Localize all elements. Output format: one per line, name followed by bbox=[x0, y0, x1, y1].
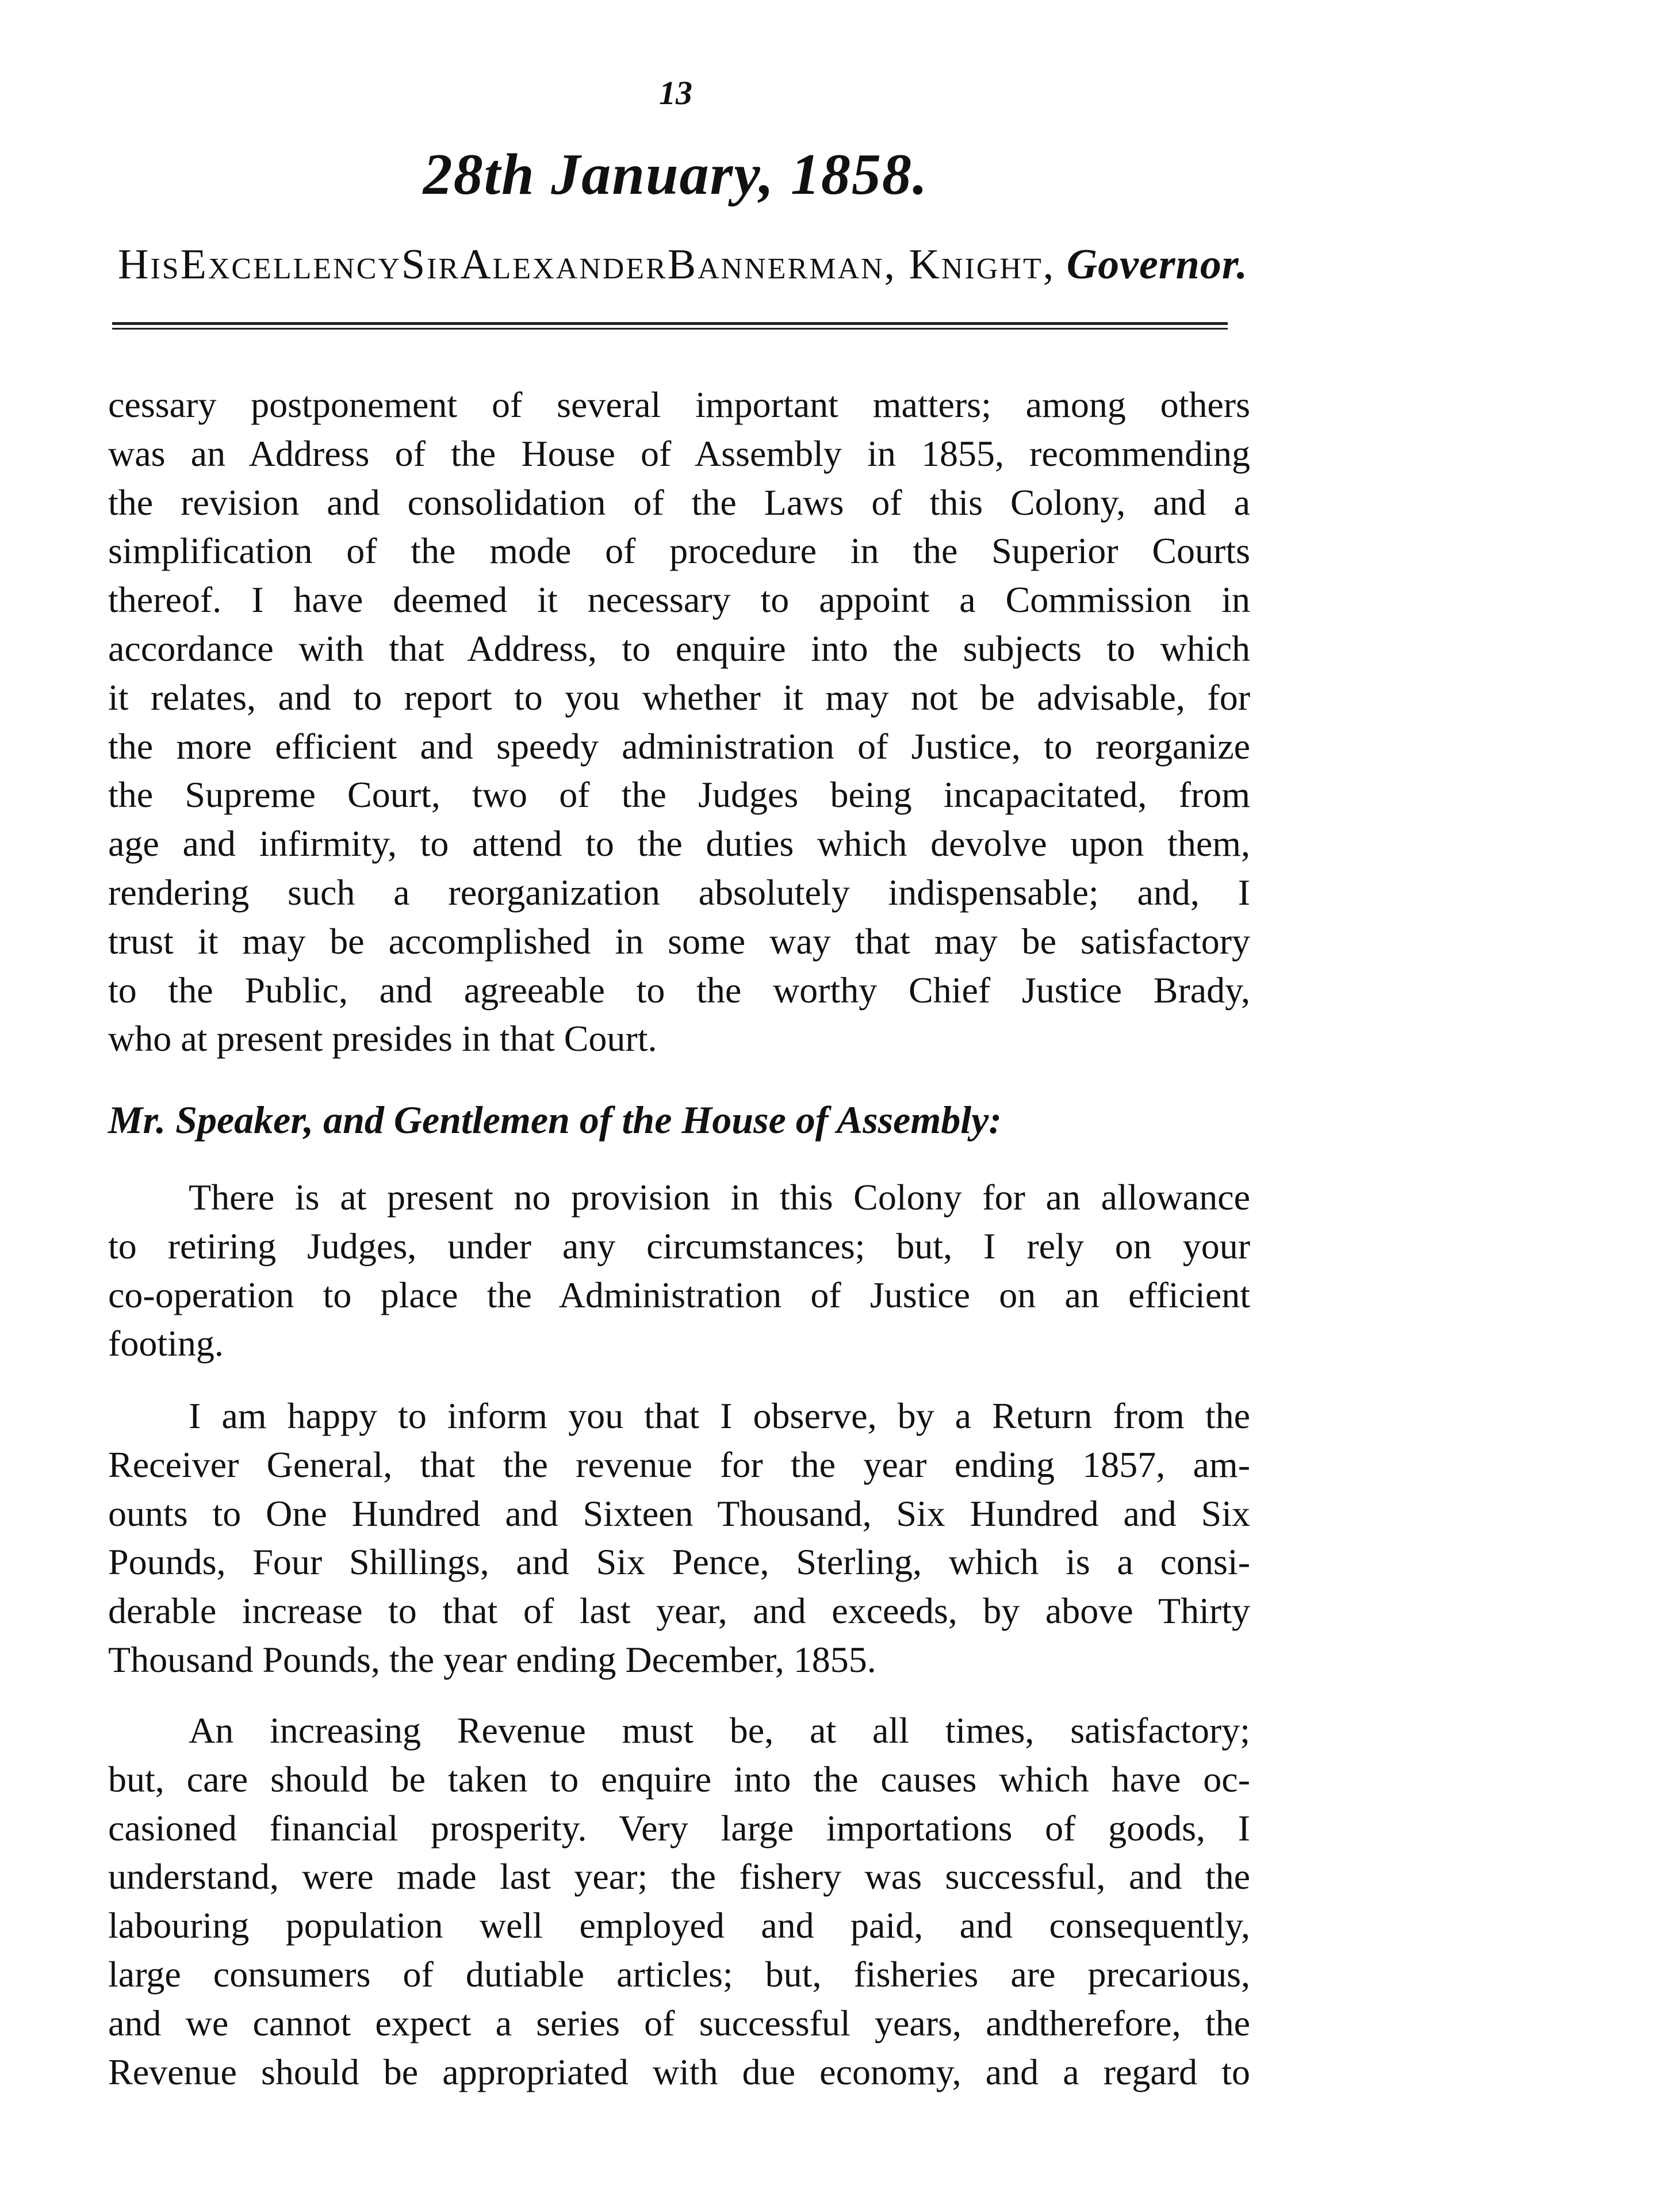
text-line: rendering such a reorganization absolutely indispensable; and, I bbox=[108, 871, 1250, 913]
text-line: it relates, and to report to you whether it may not be advisable, for bbox=[108, 676, 1250, 718]
paragraph-retiring-judges bbox=[108, 1173, 1250, 1368]
text-line: simplification of the mode of procedure in the Superior Courts bbox=[108, 530, 1250, 572]
text-line: Pounds, Four Shillings, and Six Pence, Sterling, which is a consi- bbox=[108, 1541, 1250, 1583]
header-rule bbox=[112, 322, 1228, 331]
text-line: casioned financial prosperity. Very large importations of goods, I bbox=[108, 1807, 1250, 1849]
text-line: cessary postponement of several important matters; among others bbox=[108, 384, 1250, 425]
text-line: to retiring Judges, under any circumstances; but, I rely on your bbox=[108, 1225, 1250, 1266]
text-line: Receiver General, that the revenue for the year ending 1857, am- bbox=[108, 1444, 1250, 1485]
text-line: and we cannot expect a series of successful years, andtherefore, the bbox=[108, 2002, 1250, 2043]
address-heading: Mr. Speaker, and Gentlemen of the House of Assembly: bbox=[108, 1098, 1002, 1142]
text-line: co-operation to place the Administration of Justice on an efficient bbox=[108, 1274, 1250, 1315]
text-line: derable increase to that of last year, and exceeds, by above Thirty bbox=[108, 1590, 1250, 1632]
text-line: accordance with that Address, to enquire into the subjects to which bbox=[108, 627, 1250, 669]
paragraph-increasing-revenue bbox=[108, 1706, 1250, 2096]
text-line: large consumers of dutiable articles; but, fisheries are precarious, bbox=[108, 1953, 1250, 1995]
text-line: ounts to One Hundred and Sixteen Thousand, Six Hundred and Six bbox=[108, 1492, 1250, 1534]
text-line: thereof. I have deemed it necessary to appoint a Commission in bbox=[108, 579, 1250, 621]
governor-line bbox=[118, 240, 1271, 289]
text-line: the Supreme Court, two of the Judges being incapacitated, from bbox=[108, 774, 1250, 816]
text-line: who at present presides in that Court. bbox=[108, 1018, 657, 1059]
date-heading: 28th January, 1858. bbox=[423, 142, 929, 207]
text-line: the revision and consolidation of the Laws of this Colony, and a bbox=[108, 481, 1250, 523]
page-number: 13 bbox=[659, 74, 692, 112]
text-line: An increasing Revenue must be, at all times, satisfactory; bbox=[189, 1710, 1250, 1751]
text-line: footing. bbox=[108, 1323, 224, 1364]
governor-office: Governor. bbox=[1066, 241, 1248, 288]
header-rule-thin bbox=[112, 328, 1228, 330]
text-line: the more efficient and speedy administration of Justice, to reorganize bbox=[108, 725, 1250, 767]
paragraph-judiciary bbox=[108, 381, 1250, 1063]
text-line: understand, were made last year; the fishery was successful, and the bbox=[108, 1856, 1250, 1897]
text-line: Thousand Pounds, the year ending December, 1855. bbox=[108, 1639, 876, 1680]
text-line: trust it may be accomplished in some way that may be satisfactory bbox=[108, 920, 1250, 962]
text-line: to the Public, and agreeable to the worthy Chief Justice Brady, bbox=[108, 969, 1250, 1011]
header-rule-thick bbox=[112, 322, 1228, 325]
text-line: but, care should be taken to enquire into the causes which have oc- bbox=[108, 1758, 1250, 1800]
text-line: There is at present no provision in this Colony for an allowance bbox=[189, 1177, 1250, 1218]
text-line: I am happy to inform you that I observe, by a Return from the bbox=[189, 1395, 1250, 1436]
governor-name: HisExcellencySirAlexanderBannerman, Knight, bbox=[118, 241, 1056, 288]
paragraph-revenue-return bbox=[108, 1392, 1250, 1685]
text-line: age and infirmity, to attend to the duties which devolve upon them, bbox=[108, 823, 1250, 864]
text-line: was an Address of the House of Assembly in 1855, recommending bbox=[108, 433, 1250, 474]
text-line: Revenue should be appropriated with due economy, and a regard to bbox=[108, 2051, 1250, 2092]
text-line: labouring population well employed and paid, and consequently, bbox=[108, 1905, 1250, 1946]
